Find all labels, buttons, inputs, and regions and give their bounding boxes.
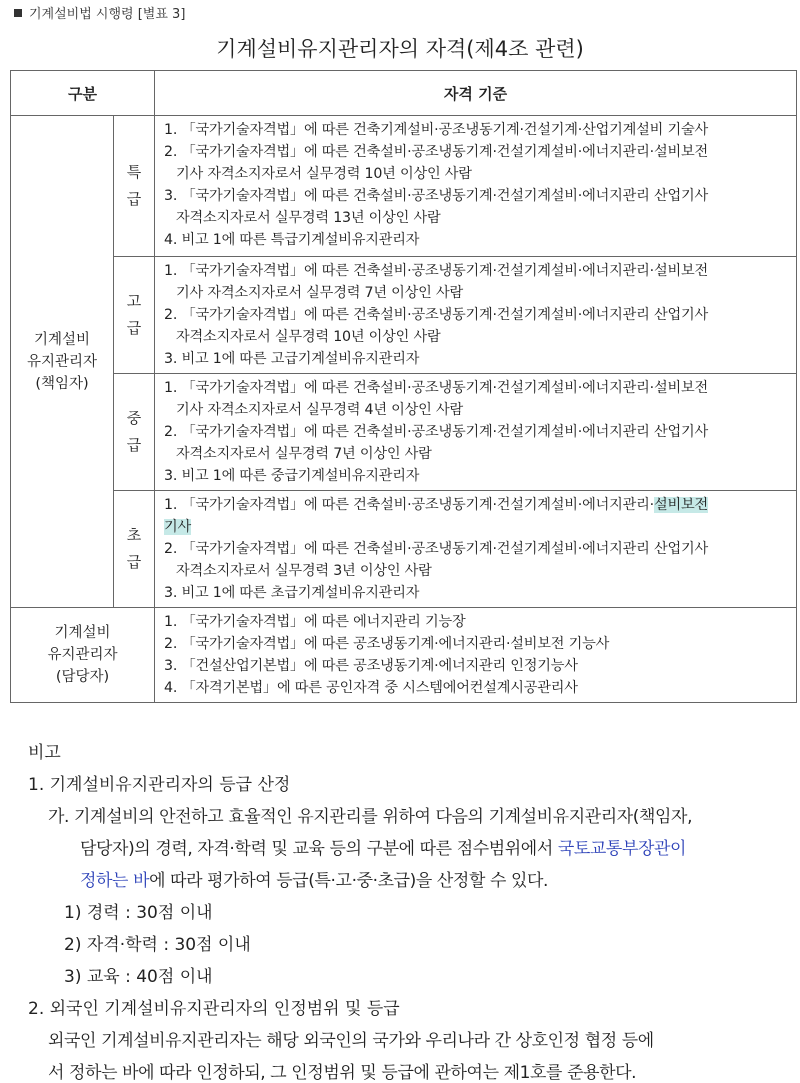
notes-section-2-title: 2. 외국인 기계설비유지관리자의 인정범위 및 등급 bbox=[28, 999, 400, 1019]
criteria-item: 1. 「국가기술자격법」에 따른 에너지관리 기능장 bbox=[164, 614, 466, 630]
table-row-grade-high bbox=[11, 257, 797, 374]
criteria-item: 2. 「국가기술자격법」에 따른 공조냉동기계·에너지관리·설비보전 기능사 bbox=[164, 636, 610, 652]
criteria-item-cont: 자격소지자로서 실무경력 7년 이상인 사람 bbox=[176, 446, 432, 462]
notes-paragraph-line: 서 정하는 바에 따라 인정하되, 그 인정범위 및 등급에 관하여는 제1호를 준용한다. bbox=[48, 1063, 637, 1083]
criteria-item: 2. 「국가기술자격법」에 따른 건축설비·공조냉동기계·건설기계설비·에너지관리 산업기사 bbox=[164, 541, 708, 557]
grade-char: 급 bbox=[126, 553, 142, 571]
role-cell-responsible bbox=[11, 116, 114, 608]
table-header-row bbox=[11, 71, 797, 116]
table-row-staff bbox=[11, 608, 797, 703]
grade-cell-mid bbox=[114, 374, 155, 491]
criteria-cell-mid bbox=[155, 374, 797, 491]
highlighted-text[interactable]: 설비보전 bbox=[653, 497, 708, 513]
criteria-item: 3. 비고 1에 따른 중급기계설비유지관리자 bbox=[164, 468, 420, 484]
score-item-career: 1) 경력 : 30점 이내 bbox=[64, 903, 213, 923]
grade-char: 고 bbox=[126, 292, 142, 310]
criteria-item: 2. 「국가기술자격법」에 따른 건축설비·공조냉동기계·건설기계설비·에너지관리 산업기사 bbox=[164, 424, 708, 440]
ministry-link[interactable]: 국토교통부장관이 bbox=[557, 839, 687, 859]
criteria-item: 3. 「국가기술자격법」에 따른 건축설비·공조냉동기계·건설기계설비·에너지관리 산업기사 bbox=[164, 188, 708, 204]
criteria-cell-special bbox=[155, 116, 797, 257]
role-line: 유지관리자 bbox=[47, 647, 118, 663]
criteria-item-cont bbox=[164, 516, 790, 538]
table-row-grade-mid bbox=[11, 374, 797, 491]
notes-paragraph-line bbox=[80, 834, 686, 859]
criteria-item-cont: 기사 자격소지자로서 실무경력 10년 이상인 사람 bbox=[176, 166, 472, 182]
role-line: 기계설비 bbox=[54, 625, 111, 641]
criteria-item-cont: 기사 자격소지자로서 실무경력 7년 이상인 사람 bbox=[176, 285, 463, 301]
notes-text: 에 따라 평가하여 등급(특·고·중·초급)을 산정할 수 있다. bbox=[149, 871, 549, 891]
column-header-criteria: 자격 기준 bbox=[155, 71, 797, 116]
grade-char: 특 bbox=[126, 163, 142, 181]
grade-char: 급 bbox=[126, 436, 142, 454]
ministry-link-cont[interactable]: 정하는 바 bbox=[80, 871, 150, 891]
square-bullet-icon bbox=[14, 9, 22, 17]
table-row-grade-entry bbox=[11, 491, 797, 608]
grade-char: 중 bbox=[126, 409, 142, 427]
role-line: 유지관리자 bbox=[26, 353, 98, 370]
notes-paragraph-line: 외국인 기계설비유지관리자는 해당 외국인의 국가와 우리나라 간 상호인정 협정 등에 bbox=[48, 1031, 654, 1051]
criteria-cell-entry bbox=[155, 491, 797, 608]
criteria-item: 2. 「국가기술자격법」에 따른 건축설비·공조냉동기계·건설기계설비·에너지관리 산업기사 bbox=[164, 307, 708, 323]
grade-char: 급 bbox=[126, 319, 142, 337]
annex-label-text: 기계설비법 시행령 [별표 3] bbox=[29, 7, 186, 22]
criteria-item: 2. 「국가기술자격법」에 따른 건축설비·공조냉동기계·건설기계설비·에너지관리·설비보전 bbox=[164, 144, 708, 160]
criteria-item-cont: 기사 자격소지자로서 실무경력 4년 이상인 사람 bbox=[176, 402, 463, 418]
notes-paragraph-line: 가. 기계설비의 안전하고 효율적인 유지관리를 위하여 다음의 기계설비유지관리자(책임자, bbox=[48, 807, 693, 827]
criteria-cell-staff bbox=[155, 608, 797, 703]
grade-char: 급 bbox=[126, 190, 142, 208]
criteria-item: 1. 「국가기술자격법」에 따른 건축기계설비·공조냉동기계·건설기계·산업기계설비 기술사 bbox=[164, 122, 708, 138]
criteria-item: 3. 「건설산업기본법」에 따른 공조냉동기계·에너지관리 인정기능사 bbox=[164, 658, 578, 674]
score-item-qualification: 2) 자격·학력 : 30점 이내 bbox=[64, 935, 251, 955]
role-line: (담당자) bbox=[55, 669, 110, 685]
role-line: (책임자) bbox=[35, 375, 89, 392]
notes-heading: 비고 bbox=[28, 743, 61, 763]
criteria-item: 1. 「국가기술자격법」에 따른 건축설비·공조냉동기계·건설기계설비·에너지관리·설비보전 bbox=[164, 263, 708, 279]
notes-paragraph-line bbox=[80, 866, 548, 891]
grade-cell-special bbox=[114, 116, 155, 257]
column-header-category: 구분 bbox=[11, 71, 155, 116]
highlighted-text[interactable]: 기사 bbox=[164, 519, 192, 535]
notes-section-1-title: 1. 기계설비유지관리자의 등급 산정 bbox=[28, 775, 291, 795]
table-row-grade-special bbox=[11, 116, 797, 257]
criteria-item: 3. 비고 1에 따른 고급기계설비유지관리자 bbox=[164, 351, 420, 367]
notes-text: 담당자)의 경력, 자격·학력 및 교육 등의 구분에 따른 점수범위에서 bbox=[80, 839, 558, 859]
grade-char: 초 bbox=[126, 526, 142, 544]
criteria-cell-high bbox=[155, 257, 797, 374]
role-line: 기계설비 bbox=[33, 331, 91, 348]
criteria-item: 1. 「국가기술자격법」에 따른 건축설비·공조냉동기계·건설기계설비·에너지관리·설비보전 bbox=[164, 380, 708, 396]
grade-cell-high bbox=[114, 257, 155, 374]
annex-label bbox=[14, 3, 185, 22]
document-title: 기계설비유지관리자의 자격(제4조 관련) bbox=[216, 37, 584, 61]
score-item-education: 3) 교육 : 40점 이내 bbox=[64, 967, 213, 987]
criteria-item bbox=[164, 494, 790, 516]
criteria-item-cont: 자격소지자로서 실무경력 10년 이상인 사람 bbox=[176, 329, 441, 345]
criteria-item: 3. 비고 1에 따른 초급기계설비유지관리자 bbox=[164, 585, 420, 601]
qualification-table bbox=[10, 70, 797, 703]
role-cell-staff bbox=[11, 608, 155, 703]
grade-cell-entry bbox=[114, 491, 155, 608]
criteria-item-cont: 자격소지자로서 실무경력 13년 이상인 사람 bbox=[176, 210, 441, 226]
criteria-item-text: 1. 「국가기술자격법」에 따른 건축설비·공조냉동기계·건설기계설비·에너지관리· bbox=[164, 497, 654, 513]
criteria-item: 4. 「자격기본법」에 따른 공인자격 중 시스템에어컨설계시공관리사 bbox=[164, 680, 578, 696]
criteria-item-cont: 자격소지자로서 실무경력 3년 이상인 사람 bbox=[176, 563, 432, 579]
criteria-item: 4. 비고 1에 따른 특급기계설비유지관리자 bbox=[164, 232, 420, 248]
